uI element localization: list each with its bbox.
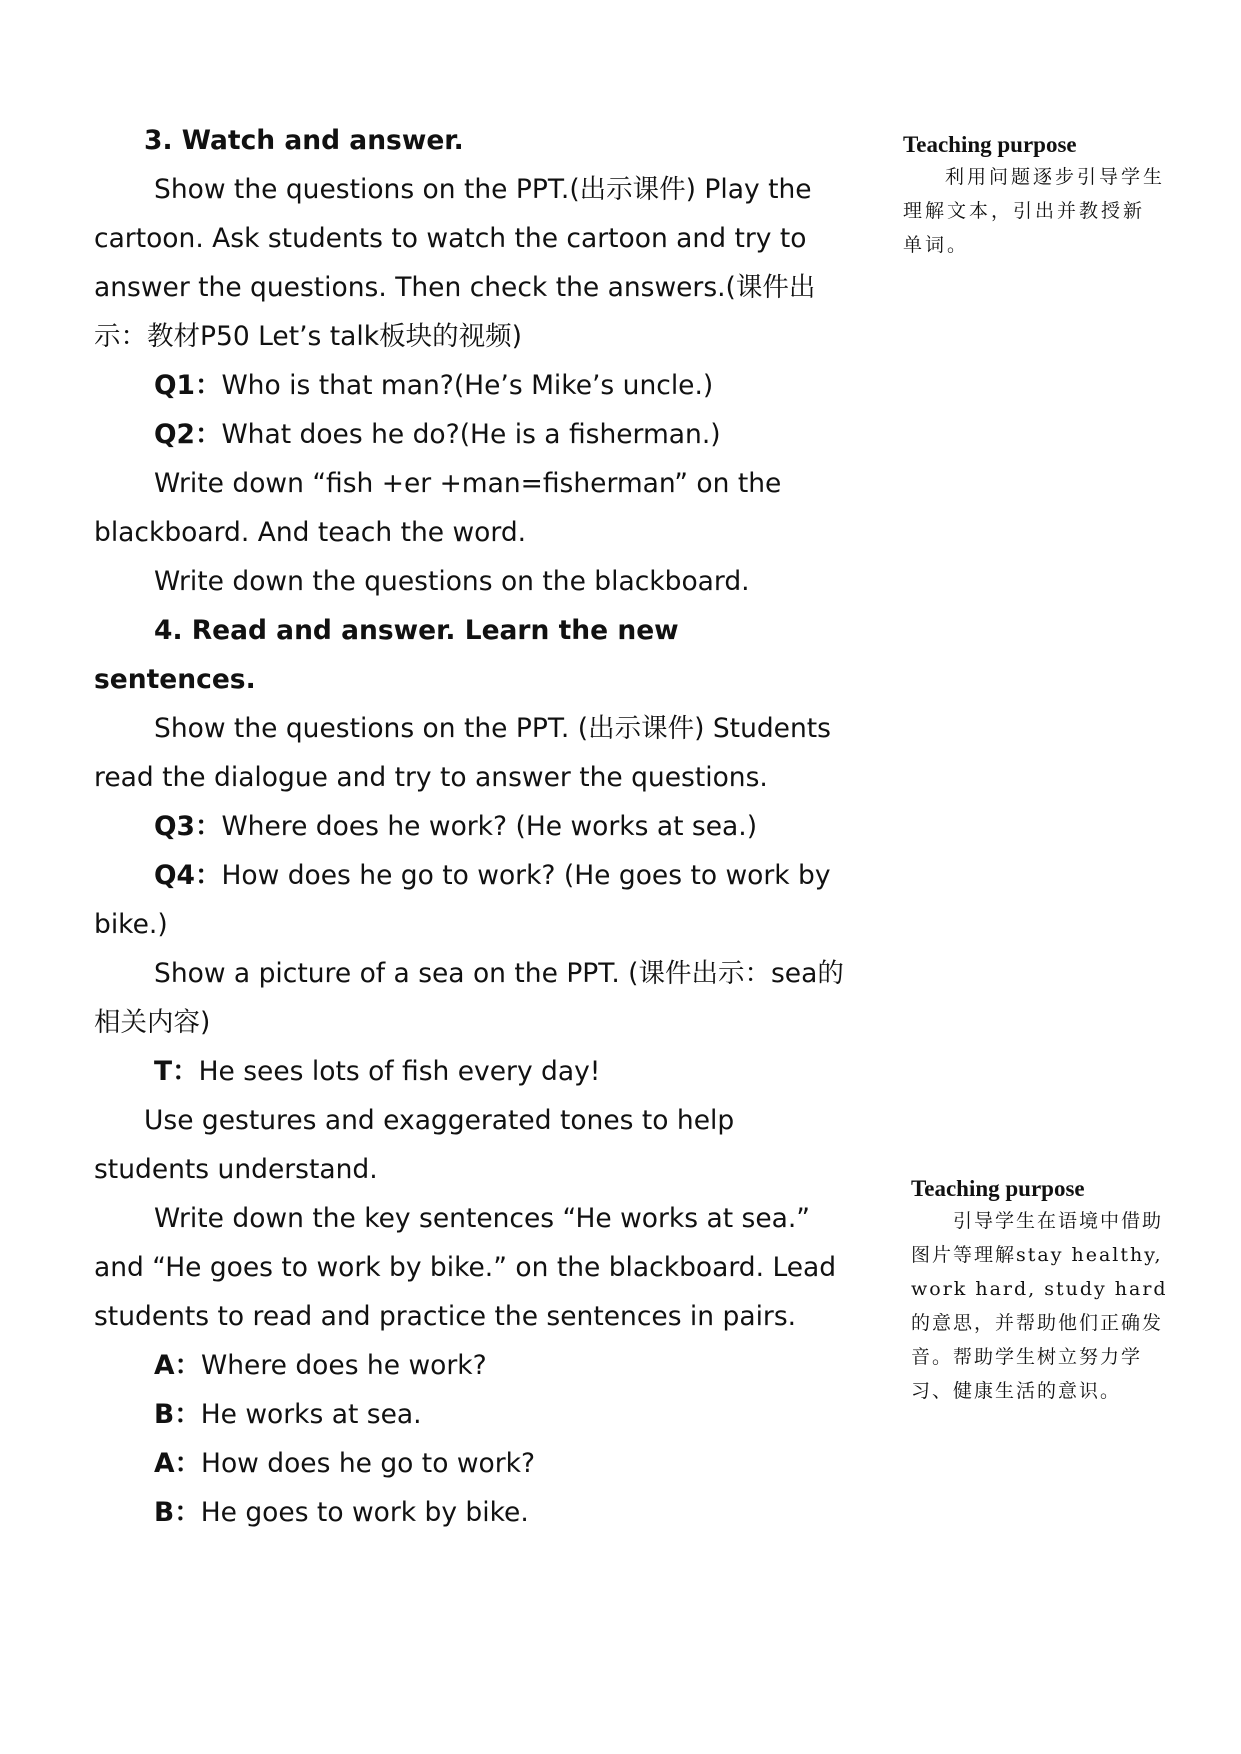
speaker-label: B： bbox=[154, 1399, 201, 1430]
sidenote-text: 利用问题逐步引导学生理解文本，引出并教授新单词。 bbox=[903, 166, 1166, 256]
paragraph-text: Write down “fish +er +man=fisherman” on the blackboard. And teach the word. bbox=[94, 468, 782, 548]
paragraph bbox=[94, 557, 849, 606]
dialogue-line bbox=[94, 361, 849, 410]
dialogue-line bbox=[94, 1047, 849, 1096]
section-heading bbox=[94, 116, 849, 165]
sidenote-teaching-purpose-1 bbox=[903, 130, 1165, 262]
sidenote-teaching-purpose-2 bbox=[911, 1174, 1173, 1408]
paragraph-text: How does he go to work? bbox=[201, 1448, 536, 1479]
paragraph-text: Use gestures and exaggerated tones to help students understand. bbox=[94, 1105, 735, 1185]
sidenote-title: Teaching purpose bbox=[911, 1176, 1085, 1201]
paragraph-text: Who is that man?(He’s Mike’s uncle.) bbox=[221, 370, 714, 401]
paragraph-text: Write down the key sentences “He works at sea.” and “He goes to work by bike.” on the blackboard. Lead students to read and practice the sentences in pairs. bbox=[94, 1203, 837, 1332]
section-heading bbox=[94, 606, 849, 704]
paragraph-text: How does he go to work? (He goes to work by bike.) bbox=[94, 860, 831, 940]
paragraph bbox=[94, 949, 849, 1047]
paragraph bbox=[94, 165, 849, 361]
paragraph-text: Write down the questions on the blackboard. bbox=[154, 566, 750, 597]
paragraph-text: He sees lots of fish every day! bbox=[198, 1056, 601, 1087]
speaker-label: Q1： bbox=[154, 370, 222, 401]
dialogue-line bbox=[94, 851, 849, 949]
paragraph-text: Where does he work? (He works at sea.) bbox=[221, 811, 758, 842]
paragraph bbox=[94, 1096, 849, 1194]
speaker-label: Q2： bbox=[154, 419, 222, 450]
paragraph-text: 3. Watch and answer. bbox=[144, 125, 464, 156]
dialogue-line bbox=[94, 1390, 849, 1439]
paragraph-text: He works at sea. bbox=[200, 1399, 422, 1430]
sidenote-text: 引导学生在语境中借助图片等理解stay healthy, work hard, study hard的意思，并帮助他们正确发音。帮助学生树立努力学习、健康生活的意识。 bbox=[911, 1210, 1168, 1402]
sidenote-title: Teaching purpose bbox=[903, 132, 1077, 157]
paragraph bbox=[94, 704, 849, 802]
paragraph-text: 4. Read and answer. Learn the new sentences. bbox=[94, 615, 679, 695]
paragraph bbox=[94, 1194, 849, 1341]
speaker-label: Q3： bbox=[154, 811, 222, 842]
paragraph-text: Show a picture of a sea on the PPT. (课件出示：sea的相关内容) bbox=[94, 958, 844, 1038]
lesson-procedure bbox=[94, 116, 849, 1537]
dialogue-line bbox=[94, 1341, 849, 1390]
paragraph-text: What does he do?(He is a fisherman.) bbox=[221, 419, 721, 450]
speaker-label: T： bbox=[154, 1056, 199, 1087]
dialogue-line bbox=[94, 410, 849, 459]
speaker-label: B： bbox=[154, 1497, 201, 1528]
paragraph-text: Show the questions on the PPT.(出示课件) Play the cartoon. Ask students to watch the cartoon and try to answer the questions. Then check the answers.(课件出示：教材P50 Let’s talk板块的视频) bbox=[94, 174, 816, 352]
dialogue-line bbox=[94, 1488, 849, 1537]
paragraph-text: He goes to work by bike. bbox=[200, 1497, 529, 1528]
speaker-label: Q4： bbox=[154, 860, 222, 891]
paragraph-text: Show the questions on the PPT. (出示课件) Students read the dialogue and try to answer the questions. bbox=[94, 713, 831, 793]
speaker-label: A： bbox=[154, 1350, 202, 1381]
paragraph bbox=[94, 459, 849, 557]
speaker-label: A： bbox=[154, 1448, 202, 1479]
paragraph-text: Where does he work? bbox=[201, 1350, 487, 1381]
dialogue-line bbox=[94, 802, 849, 851]
dialogue-line bbox=[94, 1439, 849, 1488]
